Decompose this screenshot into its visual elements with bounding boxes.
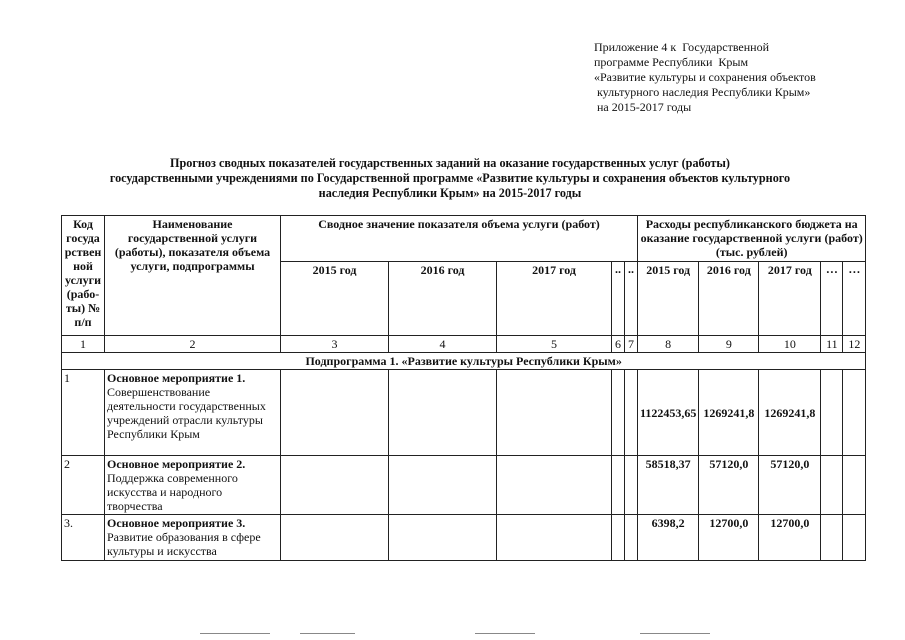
volume-2015-cell: [281, 515, 389, 561]
budget-dots-cell: [843, 370, 866, 456]
row-number: 1: [62, 370, 105, 456]
column-number: 7: [625, 336, 638, 353]
row-title: Основное мероприятие 2.: [107, 457, 246, 471]
column-number: 4: [389, 336, 497, 353]
table-row: [62, 456, 866, 515]
budget-2016-value: 57120,0: [699, 456, 759, 515]
header-budget-2017: 2017 год: [759, 262, 821, 336]
row-description: [105, 515, 281, 561]
table-row: [62, 515, 866, 561]
budget-2017-value: 57120,0: [759, 456, 821, 515]
annex-line-4: культурного наследия Республики Крым»: [594, 85, 811, 99]
budget-2015-value: 6398,2: [638, 515, 699, 561]
budget-dots-cell: [821, 456, 843, 515]
annex-line-5: на 2015-2017 годы: [594, 100, 692, 114]
volume-dots-cell: [612, 370, 625, 456]
column-number: 12: [843, 336, 866, 353]
row-number: 2: [62, 456, 105, 515]
column-number: 2: [105, 336, 281, 353]
row-text: Поддержка современного искусства и народного творчества: [107, 471, 238, 513]
column-number: 1: [62, 336, 105, 353]
header-name: Наименование государственной услуги (работы), показателя объема услуги, подпрограммы: [105, 216, 281, 336]
budget-dots-cell: [821, 370, 843, 456]
header-volume-2017: 2017 год: [497, 262, 612, 336]
volume-2015-cell: [281, 456, 389, 515]
header-budget-2015: 2015 год: [638, 262, 699, 336]
volume-2016-cell: [389, 370, 497, 456]
budget-2016-value: 1269241,8: [699, 370, 759, 456]
budget-dots-cell: [843, 456, 866, 515]
column-number: 8: [638, 336, 699, 353]
header-volume-group: Сводное значение показателя объема услуги (работ): [281, 216, 638, 262]
row-title: Основное мероприятие 1.: [107, 371, 246, 385]
annex-line-1: Приложение 4 к Государственной: [594, 40, 770, 54]
row-description: [105, 370, 281, 456]
budget-2015-value: 58518,37: [638, 456, 699, 515]
annex-line-2: программе Республики Крым: [594, 55, 749, 69]
scan-artifact-line: [300, 633, 355, 634]
budget-dots-cell: [821, 515, 843, 561]
column-number: 3: [281, 336, 389, 353]
scan-artifact-line: [640, 633, 710, 634]
scan-artifact-line: [200, 633, 270, 634]
forecast-table: [61, 215, 866, 561]
volume-dots-cell: [612, 515, 625, 561]
document-title: [60, 156, 840, 201]
header-budget-2016: 2016 год: [699, 262, 759, 336]
scan-artifact-line: [475, 633, 535, 634]
header-volume-2016: 2016 год: [389, 262, 497, 336]
row-number: 3.: [62, 515, 105, 561]
header-volume-dots-2: ..: [625, 262, 638, 336]
volume-2017-cell: [497, 456, 612, 515]
budget-2017-value: 12700,0: [759, 515, 821, 561]
volume-2016-cell: [389, 456, 497, 515]
column-number: 11: [821, 336, 843, 353]
budget-dots-cell: [843, 515, 866, 561]
volume-dots-cell: [625, 370, 638, 456]
column-number: 9: [699, 336, 759, 353]
column-number: 6: [612, 336, 625, 353]
volume-2016-cell: [389, 515, 497, 561]
budget-2017-value: 1269241,8: [759, 370, 821, 456]
annex-line-3: «Развитие культуры и сохранения объектов: [594, 70, 816, 84]
budget-2015-value: 1122453,65: [638, 370, 699, 456]
title-line-1: Прогноз сводных показателей государственных заданий на оказание государственных услуг (работы): [170, 156, 730, 170]
annex-note: [594, 40, 816, 115]
row-text: Совершенствование деятельности государственных учреждений отрасли культуры Республики Крым: [107, 385, 266, 441]
column-number: 5: [497, 336, 612, 353]
header-budget-dots-1: …: [821, 262, 843, 336]
volume-2015-cell: [281, 370, 389, 456]
volume-dots-cell: [625, 456, 638, 515]
row-description: [105, 456, 281, 515]
row-text: Развитие образования в сфере культуры и искусства: [107, 530, 261, 558]
title-line-3: наследия Республики Крым» на 2015-2017 годы: [318, 186, 582, 200]
title-line-2: государственными учреждениями по Государственной программе «Развитие культуры и сохранения объектов культурного: [109, 171, 791, 185]
header-code: Код госуда рствен ной услуги (рабо- ты) № п/п: [62, 216, 105, 336]
volume-dots-cell: [612, 456, 625, 515]
budget-2016-value: 12700,0: [699, 515, 759, 561]
row-title: Основное мероприятие 3.: [107, 516, 246, 530]
header-volume-dots-1: ..: [612, 262, 625, 336]
column-number: 10: [759, 336, 821, 353]
header-budget-dots-2: …: [843, 262, 866, 336]
volume-2017-cell: [497, 515, 612, 561]
subprogram-row: Подпрограмма 1. «Развитие культуры Республики Крым»: [62, 353, 866, 370]
header-volume-2015: 2015 год: [281, 262, 389, 336]
volume-dots-cell: [625, 515, 638, 561]
header-budget-group: Расходы республиканского бюджета на оказание государственной услуги (работ) (тыс. рублей): [638, 216, 866, 262]
table-row: [62, 370, 866, 456]
volume-2017-cell: [497, 370, 612, 456]
